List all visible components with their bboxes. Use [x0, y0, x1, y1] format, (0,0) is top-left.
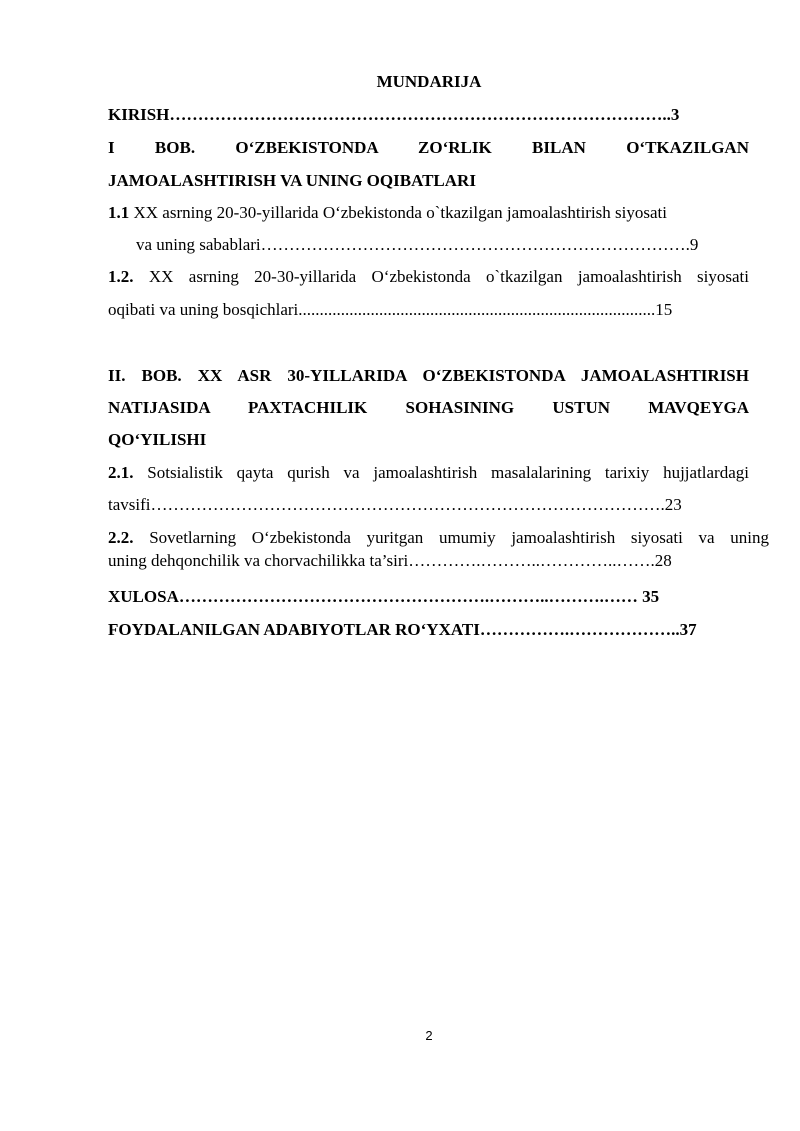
toc-section-text: tavsifi — [108, 495, 151, 514]
toc-page-number: 23 — [664, 495, 682, 514]
toc-section-number: 1.1 — [108, 203, 130, 222]
toc-section-number: 1.2. — [108, 267, 134, 286]
toc-entry-2-1-line2 — [108, 494, 682, 516]
toc-entry-conclusion — [108, 586, 659, 608]
toc-page-number: 28 — [654, 551, 672, 570]
toc-page-number: 3 — [670, 105, 680, 124]
toc-section-text: Sovetlarning O‘zbekistonda yuritgan umumiy jamoalashtirish siyosati va uning — [133, 528, 769, 547]
page-title: MUNDARIJA — [376, 72, 482, 91]
toc-chapter1-heading-line2: JAMOALASHTIRISH VA UNING OQIBATLARI — [108, 171, 476, 190]
toc-page-number: 37 — [679, 620, 697, 639]
toc-section-text: Sotsialistik qayta qurish va jamoalashtirish masalalarining tarixiy hujjatlardagi — [133, 463, 749, 482]
toc-section-text: va uning sabablari — [136, 235, 261, 254]
toc-leader: …………………………………………………………………………….. — [169, 105, 671, 124]
toc-chapter2-heading-line2: NATIJASIDA PAXTACHILIK SOHASINING USTUN MAVQEYGA — [108, 398, 749, 417]
toc-label: XULOSA — [108, 587, 179, 606]
toc-page-number: 9 — [689, 235, 699, 254]
toc-entry-1-2-line1 — [108, 266, 749, 288]
toc-label: KIRISH — [108, 105, 170, 124]
toc-chapter2-heading-line1: II. BOB. XX ASR 30-YILLARIDA O‘ZBEKISTONDA JAMOALASHTIRISH — [108, 366, 749, 385]
toc-entry-2-1-line1 — [108, 462, 749, 484]
toc-chapter1-heading-line1: I BOB. O‘ZBEKISTONDA ZO‘RLIK BILAN O‘TKAZILGAN — [108, 138, 749, 157]
toc-leader: .................................................................................... — [298, 300, 656, 319]
toc-entry-2-2-line2 — [108, 550, 672, 572]
toc-chapter2-heading-line3: QO‘YILISHI — [108, 430, 207, 449]
toc-entry-1-1-line2 — [136, 234, 698, 256]
toc-label: FOYDALANILGAN ADABIYOTLAR RO‘YXATI — [108, 620, 480, 639]
toc-section-text: XX asrning 20-30-yillarida O‘zbekistonda o`tkazilgan jamoalashtirish siyosati — [129, 203, 667, 222]
toc-page-number: 15 — [655, 300, 673, 319]
toc-section-text: uning dehqonchilik va chorvachilikka ta’siri — [108, 551, 409, 570]
toc-entry-2-2-line1 — [108, 527, 769, 549]
toc-leader: ………………………………………………………………………………. — [150, 495, 665, 514]
toc-section-text: oqibati va uning bosqichlari — [108, 300, 299, 319]
toc-entry-1-1-line1 — [108, 202, 667, 224]
toc-entry-1-2-line2 — [108, 299, 672, 321]
toc-leader: …………….……………….. — [479, 620, 680, 639]
toc-leader: …………………………………………………………………. — [260, 235, 690, 254]
toc-section-number: 2.2. — [108, 528, 134, 547]
toc-entry-references — [108, 619, 697, 641]
toc-section-number: 2.1. — [108, 463, 134, 482]
toc-page-number: 35 — [637, 587, 660, 606]
toc-section-text: XX asrning 20-30-yillarida O‘zbekistonda o`tkazilgan jamoalashtirish siyosati — [133, 267, 749, 286]
toc-leader: ………….………..…………..……. — [408, 551, 655, 570]
toc-entry-intro — [108, 104, 679, 126]
toc-leader: ……………………………………………….………..……….…… — [178, 587, 638, 606]
page-number: 2 — [425, 1028, 433, 1043]
